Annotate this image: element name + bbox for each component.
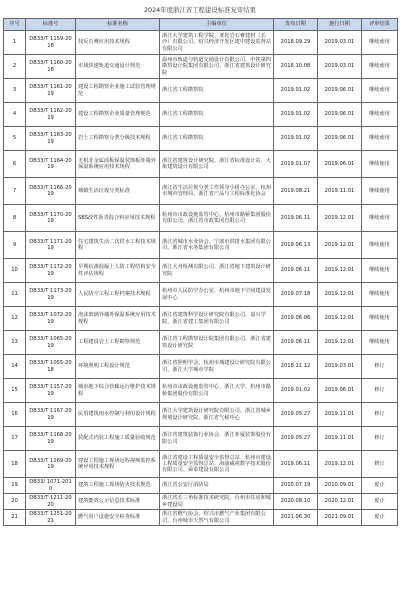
cell-index: 9 — [4, 232, 26, 259]
cell-publish-date: 2020.08.10 — [274, 494, 318, 510]
cell-standard-no: DB33/T 1173-2019 — [26, 283, 76, 307]
cell-editor-unit: 浙江省建设工程质量安全监督总站、杭州市建设工程质量安全监督总站、海康威视数字技术股份有限公司、舜泰建设有限公司 — [160, 451, 274, 478]
cell-standard-name: 技反石膏应用技术规程 — [76, 31, 160, 55]
cell-effective-date: 2019.12.01 — [318, 451, 362, 478]
cell-publish-date: 2019.06.13 — [274, 232, 318, 259]
table-row — [4, 205, 398, 232]
cell-index: 4 — [4, 103, 26, 127]
table-header-row — [4, 19, 398, 31]
cell-standard-name: 泡沫玻璃外墙外保温系统应用技术规程 — [76, 307, 160, 331]
cell-effective-date: 2019.06.01 — [318, 79, 362, 103]
cell-effective-date: 2019.12.01 — [318, 259, 362, 283]
cell-review-result: 继续使用 — [362, 232, 398, 259]
cell-editor-unit: 浙江省工程勘察设计院集团有限公司、浙江省建筑设计研究院 — [160, 331, 274, 355]
cell-editor-unit: 浙江大舟检测有限公司、浙江省地下建筑设计研究院 — [160, 259, 274, 283]
cell-standard-name: SBS改性沥青混合料应用技术规程 — [76, 205, 160, 232]
cell-publish-date: 2018.11.12 — [274, 355, 318, 379]
cell-standard-no: DB33/T 1211-2020 — [26, 494, 76, 510]
cell-review-result: 修订 — [362, 379, 398, 403]
cell-standard-name: 无机非金属面板保温装饰板外墙外保温系统应用技术规程 — [76, 151, 160, 178]
cell-effective-date: 2019.11.01 — [318, 427, 362, 451]
cell-standard-no: DB33/T 1065-2019 — [26, 331, 76, 355]
cell-effective-date: 2019.03.01 — [318, 355, 362, 379]
cell-standard-no: DB33/ 1071-2010 — [26, 478, 76, 494]
cell-review-result: 继续使用 — [362, 127, 398, 151]
cell-editor-unit: 浙江省建筑装饰行业协会、浙江亚厦装饰股份有限公司 — [160, 427, 274, 451]
cell-effective-date: 2020.12.01 — [318, 494, 362, 510]
cell-index: 10 — [4, 259, 26, 283]
table-row — [4, 494, 398, 510]
cell-editor-unit: 杭州市市政设施监管中心、杭州市路桥集团股份有限公司、浙江省市政集团有限公司 — [160, 205, 274, 232]
col-header-standard-name: 标准名称 — [76, 19, 160, 31]
cell-review-result: 继续使用 — [362, 283, 398, 307]
cell-editor-unit: 浙江省生活垃圾分类工作领导小组办公室、杭州市城市管理局、浙江省产品与工程标准化协会 — [160, 178, 274, 205]
cell-review-result: 废止 — [362, 510, 398, 526]
cell-index: 19 — [4, 478, 26, 494]
cell-editor-unit: 浙江大学建筑设计研究院有限公司、浙江省城乡规划设计研究院、浙江省气候中心 — [160, 403, 274, 427]
cell-review-result: 继续使用 — [362, 79, 398, 103]
cell-review-result: 修订 — [362, 427, 398, 451]
table-row — [4, 427, 398, 451]
cell-standard-name: 环境照明工程设计规范 — [76, 355, 160, 379]
cell-standard-no: DB33/T 1162-2019 — [26, 103, 76, 127]
cell-standard-no: DB33/T 1251-2021 — [26, 510, 76, 526]
cell-index: 18 — [4, 451, 26, 478]
table-row — [4, 510, 398, 526]
cell-index: 13 — [4, 331, 26, 355]
table-row — [4, 307, 398, 331]
cell-editor-unit: 浙江省工程勘察院 — [160, 103, 274, 127]
cell-effective-date: 2019.12.01 — [318, 232, 362, 259]
cell-publish-date: 2021.06.30 — [274, 510, 318, 526]
cell-standard-name: 早期抗渗混凝土人防工程结构安全性评估规程 — [76, 259, 160, 283]
table-row — [4, 103, 398, 127]
cell-review-result: 继续使用 — [362, 31, 398, 55]
col-header-publish-date: 发布日期 — [274, 19, 318, 31]
cell-publish-date: 2018.10.08 — [274, 55, 318, 79]
cell-review-result: 修订 — [362, 403, 398, 427]
cell-editor-unit: 浙江省城市水业协会、宁波市供排水集团有限公司、浙江省水务集团有限公司 — [160, 232, 274, 259]
cell-editor-unit: 浙江省燃气协会、绍兴市燃气产业集团有限公司、台州城市天然气有限公司 — [160, 510, 274, 526]
cell-standard-name: 建设工程勘察企业质量管理规范 — [76, 103, 160, 127]
col-header-index: 序号 — [4, 19, 26, 31]
cell-publish-date: 2019.01.02 — [274, 127, 318, 151]
table-row — [4, 331, 398, 355]
cell-review-result: 修订 — [362, 355, 398, 379]
cell-index: 20 — [4, 494, 26, 510]
cell-effective-date: 2021.09.01 — [318, 510, 362, 526]
cell-standard-name: 城镇生活垃圾分类标准 — [76, 178, 160, 205]
cell-standard-no: DB33/T 1171-2019 — [26, 232, 76, 259]
cell-effective-date: 2019.12.01 — [318, 205, 362, 232]
cell-standard-no: DB33/T 1172-2019 — [26, 259, 76, 283]
cell-standard-no: DB33/T 1169-2019 — [26, 451, 76, 478]
cell-publish-date: 2019.07.18 — [274, 283, 318, 307]
cell-review-result: 修订 — [362, 451, 398, 478]
cell-review-result: 继续使用 — [362, 178, 398, 205]
col-header-standard-no: 标准号 — [26, 19, 76, 31]
cell-publish-date: 2019.06.06 — [274, 307, 318, 331]
table-row — [4, 127, 398, 151]
cell-standard-name: 燃气用户设施安全检查标准 — [76, 510, 160, 526]
cell-editor-unit: 杭州市人民防空办公室、杭州市地下空间建设发展中心 — [160, 283, 274, 307]
cell-effective-date: 2010.09.01 — [318, 478, 362, 494]
cell-standard-name: 工程建设岩土工程勘察规范 — [76, 331, 160, 355]
cell-publish-date: 2019.05.27 — [274, 403, 318, 427]
cell-standard-no: DB33/T 1159-2018 — [26, 31, 76, 55]
cell-editor-unit: 浙江省照明学会、杭州市城建设计研究院有限公司、浙江大学城市学院 — [160, 355, 274, 379]
cell-editor-unit: 浙江省建筑科学设计研究院有限公司、嘉兴学院、浙江省建工集团有限公司 — [160, 307, 274, 331]
cell-review-result: 继续使用 — [362, 151, 398, 178]
cell-standard-name: 建设工程勘察企业施工试验管理规范 — [76, 79, 160, 103]
cell-publish-date: 2019.01.02 — [274, 379, 318, 403]
cell-publish-date: 2019.05.27 — [274, 427, 318, 451]
table-row — [4, 151, 398, 178]
cell-review-result: 废止 — [362, 494, 398, 510]
cell-publish-date: 2018.09.29 — [274, 31, 318, 55]
cell-standard-no: DB33/T 1170-2019 — [26, 205, 76, 232]
cell-editor-unit: 浙江省工程勘察院 — [160, 127, 274, 151]
table-row — [4, 403, 398, 427]
cell-index: 15 — [4, 379, 26, 403]
cell-review-result: 继续使用 — [362, 55, 398, 79]
cell-index: 7 — [4, 178, 26, 205]
cell-standard-no: DB33/T 1157-2019 — [26, 379, 76, 403]
cell-review-result: 继续使用 — [362, 259, 398, 283]
cell-index: 16 — [4, 403, 26, 427]
cell-effective-date: 2019.06.01 — [318, 103, 362, 127]
cell-standard-name: 装配式内装工程施工质量验收规范 — [76, 427, 160, 451]
cell-index: 5 — [4, 127, 26, 151]
cell-standard-name: 人民防空工程工程档案技术规程 — [76, 283, 160, 307]
cell-standard-no: DB33/T 1166-2019 — [26, 178, 76, 205]
col-header-effective-date: 施行日期 — [318, 19, 362, 31]
cell-index: 17 — [4, 427, 26, 451]
cell-effective-date: 2019.12.01 — [318, 283, 362, 307]
cell-review-result: 继续使用 — [362, 331, 398, 355]
cell-review-result: 继续使用 — [362, 205, 398, 232]
cell-standard-name: 建筑能效公示信息技术标准 — [76, 494, 160, 510]
cell-publish-date: 2019.06.11 — [274, 331, 318, 355]
cell-effective-date: 2019.11.01 — [318, 178, 362, 205]
table-row — [4, 55, 398, 79]
cell-publish-date: 2019.06.11 — [274, 451, 318, 478]
cell-effective-date: 2019.06.01 — [318, 127, 362, 151]
cell-index: 1 — [4, 31, 26, 55]
cell-effective-date: 2019.03.01 — [318, 55, 362, 79]
cell-effective-date: 2019.06.01 — [318, 151, 362, 178]
cell-editor-unit: 温州市轨道与轨道交通设计有限公司、中铁第四勘察设计院集团有限公司、浙江省建筑设计研究院 — [160, 55, 274, 79]
cell-standard-name: 民用建筑雨水控制与利用设计规程 — [76, 403, 160, 427]
cell-standard-name: 城市地下综合管廊运行维护技术规程 — [76, 379, 160, 403]
cell-standard-no: DB33/T 1160-2018 — [26, 55, 76, 79]
cell-index: 12 — [4, 307, 26, 331]
table-row — [4, 451, 398, 478]
cell-index: 2 — [4, 55, 26, 79]
cell-standard-name: 建设工程施工现场远程视频监控系统应用技术规程 — [76, 451, 160, 478]
cell-editor-unit: 浙江省长三角标准技术研究院、台州市住房和城乡建设局 — [160, 494, 274, 510]
table-body — [4, 31, 398, 526]
cell-standard-no: DB33/T 1167-2019 — [26, 403, 76, 427]
cell-standard-no: DB33/T 1072-2019 — [26, 307, 76, 331]
cell-editor-unit: 杭州市市政设施监管中心、浙江大学、杭州市路桥集团股份有限公司 — [160, 379, 274, 403]
cell-publish-date: 2019.01.07 — [274, 151, 318, 178]
table-row — [4, 79, 398, 103]
cell-publish-date: 2019.06.11 — [274, 205, 318, 232]
cell-standard-no: DB33/T 1055-2018 — [26, 355, 76, 379]
cell-standard-no: DB33/T 1168-2019 — [26, 427, 76, 451]
cell-review-result: 废止 — [362, 478, 398, 494]
cell-editor-unit: 浙江大学建筑工程学院、亚化岩石膏建材（长沙）有限公司、绍兴经济开发区建中建设监督站有限公司 — [160, 31, 274, 55]
page-title: 2024年度浙江省工程建设标准复审结果 — [143, 6, 257, 14]
cell-standard-no: DB33/T 1164-2019 — [26, 151, 76, 178]
cell-index: 6 — [4, 151, 26, 178]
cell-publish-date: 2019.01.02 — [274, 103, 318, 127]
cell-standard-name: 住宅建筑生活二次供水工程技术规程 — [76, 232, 160, 259]
table-row — [4, 232, 398, 259]
cell-effective-date: 2019.12.01 — [318, 331, 362, 355]
cell-effective-date: 2019.03.01 — [318, 31, 362, 55]
table-row — [4, 355, 398, 379]
cell-standard-name: 建筑工程施工现场防火技术规范 — [76, 478, 160, 494]
cell-effective-date: 2019.12.01 — [318, 307, 362, 331]
table-row — [4, 259, 398, 283]
cell-publish-date: 2019.06.11 — [274, 259, 318, 283]
cell-standard-name: 市域快速轨道交通设计规范 — [76, 55, 160, 79]
cell-standard-no: DB33/T 1163-2019 — [26, 127, 76, 151]
cell-publish-date: 2010.07.19 — [274, 478, 318, 494]
cell-effective-date: 2019.11.01 — [318, 403, 362, 427]
cell-index: 11 — [4, 283, 26, 307]
col-header-review-result: 评审结果 — [362, 19, 398, 31]
table-row — [4, 31, 398, 55]
cell-index: 3 — [4, 79, 26, 103]
table-row — [4, 379, 398, 403]
review-results-table — [3, 18, 398, 526]
table-row — [4, 178, 398, 205]
cell-index: 8 — [4, 205, 26, 232]
cell-publish-date: 2019.08.21 — [274, 178, 318, 205]
table-row — [4, 478, 398, 494]
cell-standard-name: 岩土工程勘察分类分级技术规程 — [76, 127, 160, 151]
cell-effective-date: 2019.06.01 — [318, 379, 362, 403]
cell-index: 21 — [4, 510, 26, 526]
col-header-editor-unit: 主编单位 — [160, 19, 274, 31]
cell-standard-no: DB33/T 1161-2019 — [26, 79, 76, 103]
cell-editor-unit: 浙江省工程勘察院 — [160, 79, 274, 103]
cell-index: 14 — [4, 355, 26, 379]
cell-editor-unit: 浙江省建筑设计研究院、浙江省标准设计站、大象建筑设计有限公司 — [160, 151, 274, 178]
cell-review-result: 继续使用 — [362, 103, 398, 127]
table-row — [4, 283, 398, 307]
cell-editor-unit: 浙江省公安厅消防局 — [160, 478, 274, 494]
cell-publish-date: 2019.01.02 — [274, 79, 318, 103]
cell-review-result: 继续使用 — [362, 307, 398, 331]
